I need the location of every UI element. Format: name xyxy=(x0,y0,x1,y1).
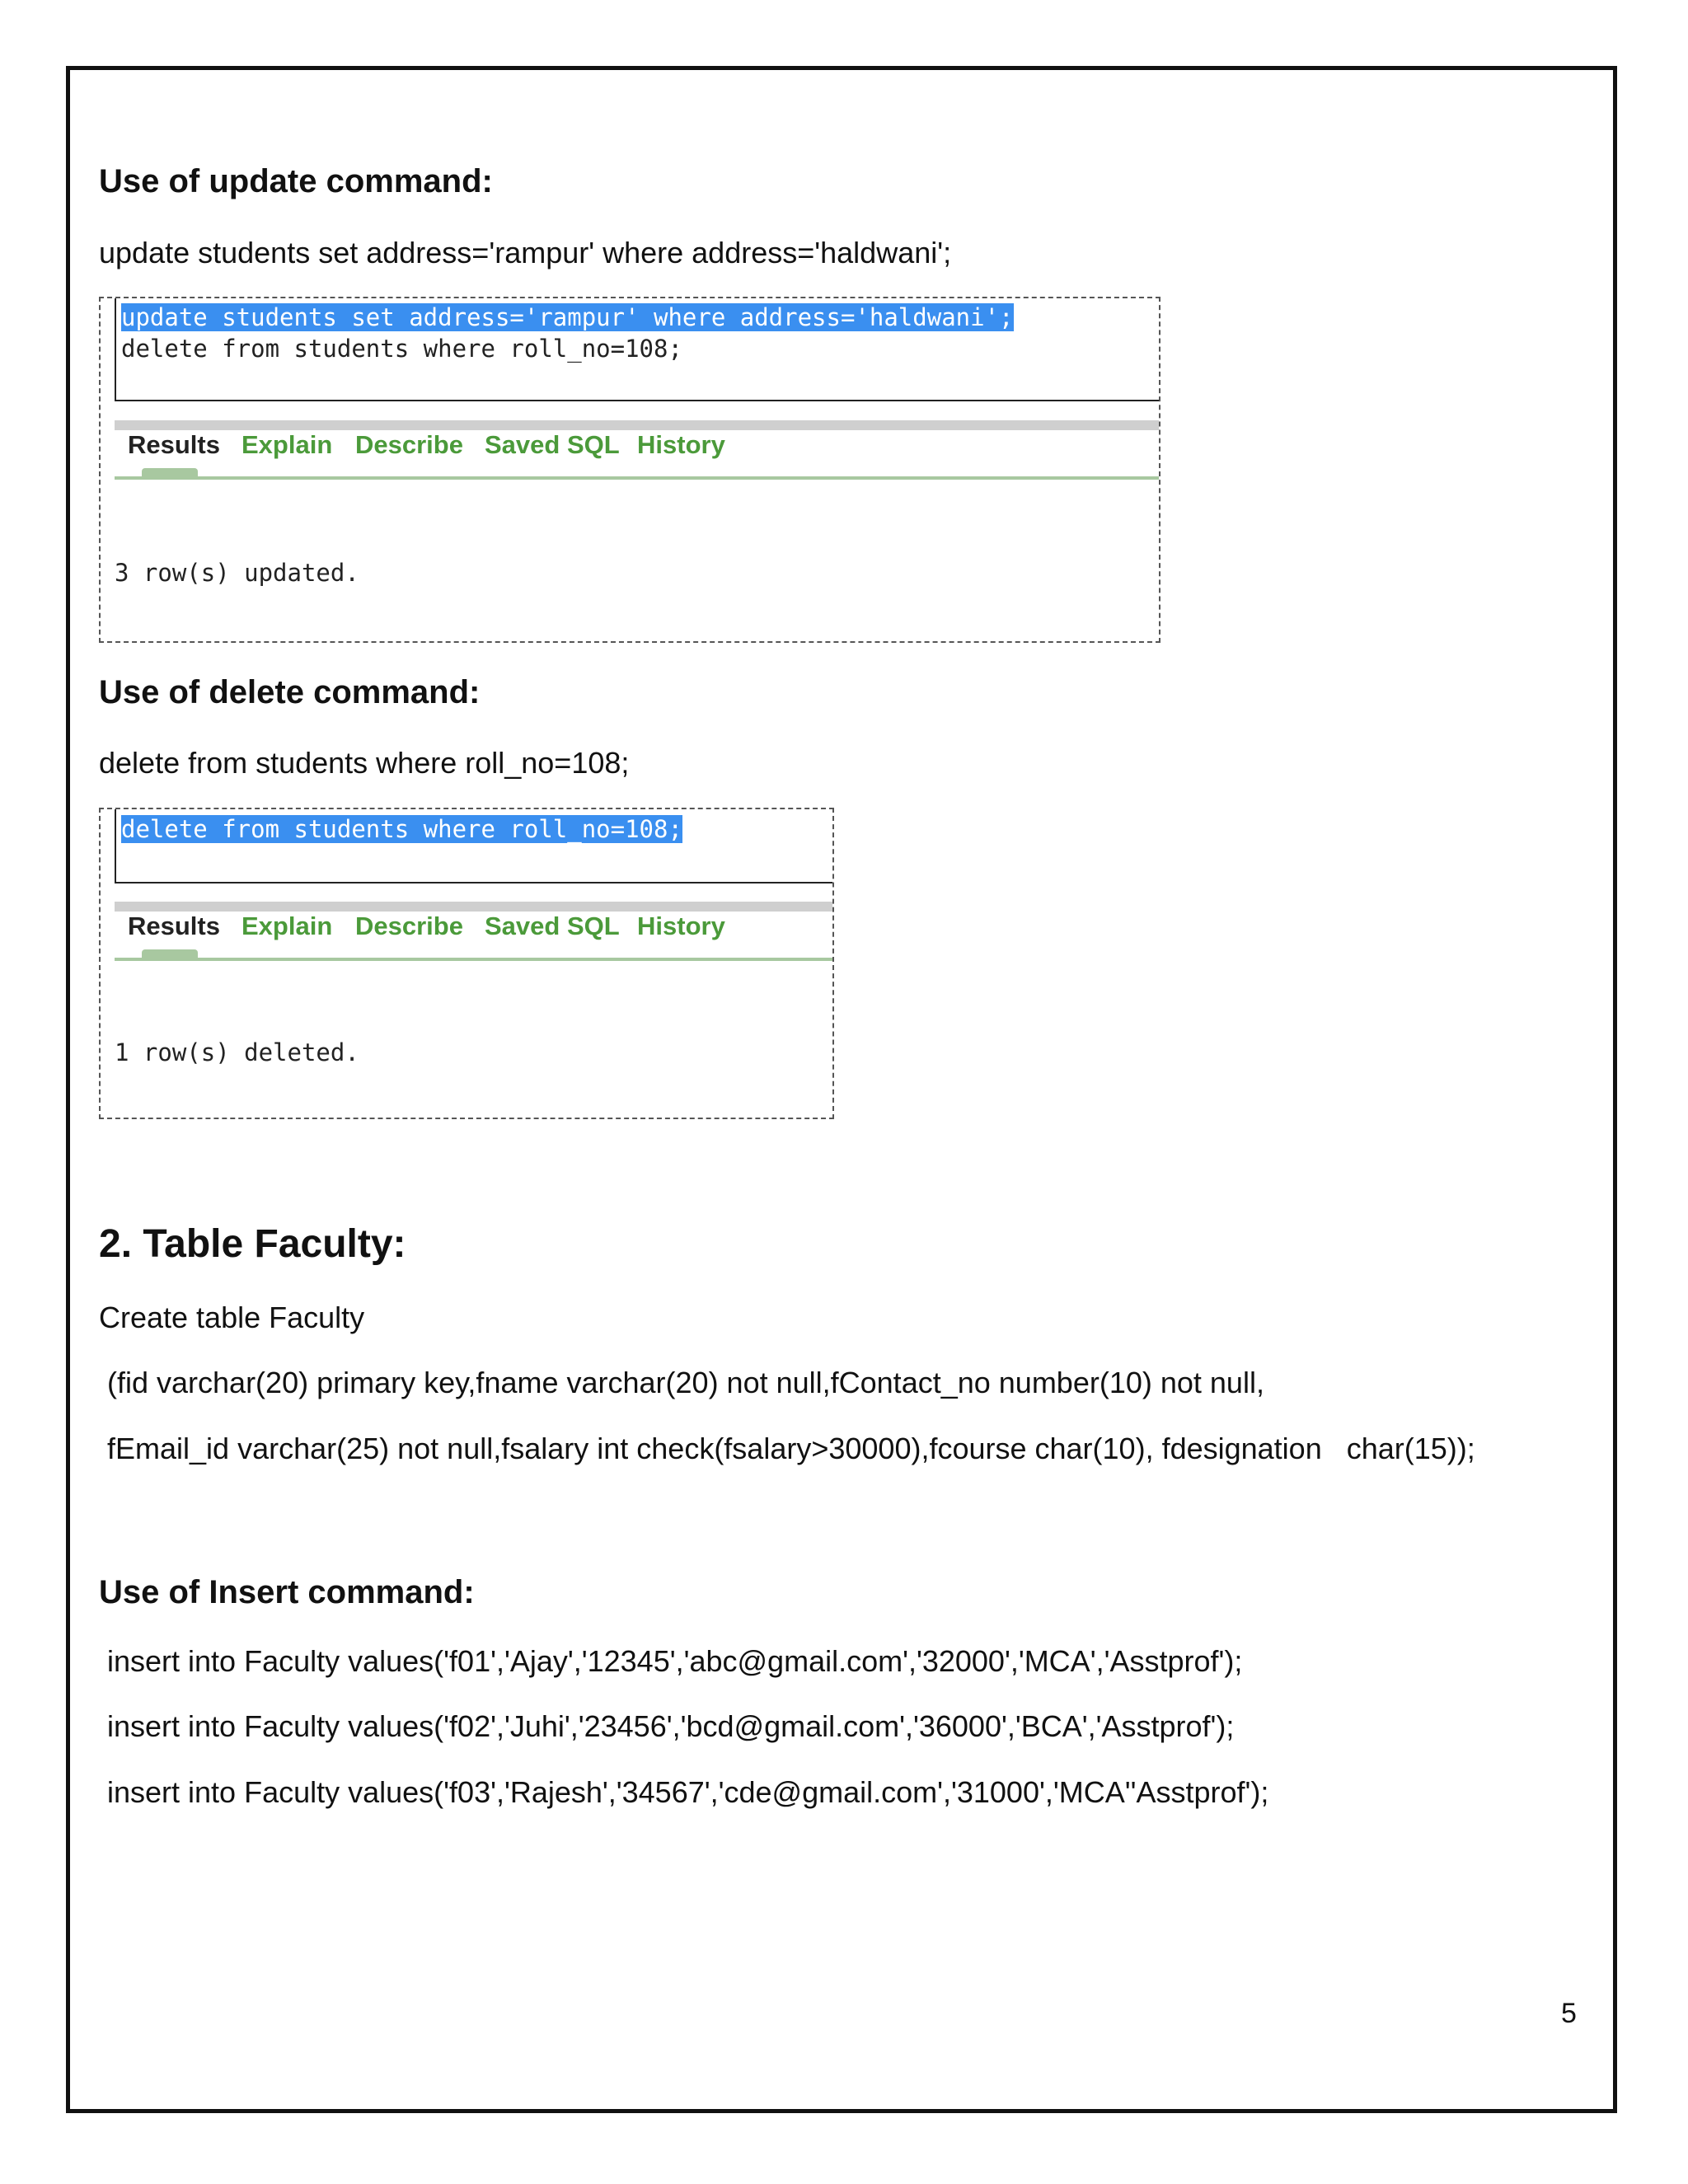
tab-history[interactable]: History xyxy=(637,912,725,940)
tab-underline xyxy=(115,476,1159,480)
update-heading: Use of update command: xyxy=(99,163,493,199)
update-screenshot xyxy=(99,297,1160,643)
faculty-create-line: Create table Faculty xyxy=(99,1301,365,1334)
tab-results[interactable]: Results xyxy=(128,912,220,940)
sql-editor[interactable] xyxy=(115,809,832,883)
editor-line: delete from students where roll_no=108; xyxy=(121,335,682,363)
insert-line: insert into Faculty values('f03','Rajesh','34567','cde@gmail.com','31000','MCA''Asstprof'); xyxy=(99,1775,1269,1809)
active-tab-indicator xyxy=(142,949,198,958)
faculty-create-line: fEmail_id varchar(25) not null,fsalary int check(fsalary>30000),fcourse char(10), fdesignation char(15)); xyxy=(99,1432,1475,1465)
editor-line-selected: delete from students where roll_no=108; xyxy=(121,815,682,843)
tab-saved-sql[interactable]: Saved SQL xyxy=(485,912,620,940)
tab-describe[interactable]: Describe xyxy=(355,430,463,459)
delete-screenshot xyxy=(99,808,834,1119)
tab-bar-top xyxy=(115,902,832,912)
faculty-heading: 2. Table Faculty: xyxy=(99,1222,406,1266)
active-tab-indicator xyxy=(142,468,198,476)
sql-editor[interactable] xyxy=(115,298,1159,401)
insert-line: insert into Faculty values('f01','Ajay','12345','abc@gmail.com','32000','MCA','Asstprof'); xyxy=(99,1644,1243,1678)
delete-heading: Use of delete command: xyxy=(99,674,481,710)
tab-describe[interactable]: Describe xyxy=(355,912,463,940)
insert-line: insert into Faculty values('f02','Juhi','23456','bcd@gmail.com','36000','BCA','Asstprof'); xyxy=(99,1709,1235,1743)
delete-sql-text: delete from students where roll_no=108; xyxy=(99,746,630,780)
tab-explain[interactable]: Explain xyxy=(241,430,333,459)
tab-results[interactable]: Results xyxy=(128,430,220,459)
tab-saved-sql[interactable]: Saved SQL xyxy=(485,430,620,459)
update-sql-text: update students set address='rampur' where address='haldwani'; xyxy=(99,236,952,269)
page-number: 5 xyxy=(1561,1998,1577,2029)
tab-explain[interactable]: Explain xyxy=(241,912,333,940)
editor-line-selected: update students set address='rampur' where address='haldwani'; xyxy=(121,303,1014,331)
update-result-text: 3 row(s) updated. xyxy=(115,559,359,587)
tab-bar-top xyxy=(115,420,1159,430)
delete-result-text: 1 row(s) deleted. xyxy=(115,1038,359,1066)
faculty-create-line: (fid varchar(20) primary key,fname varchar(20) not null,fContact_no number(10) not null, xyxy=(99,1366,1264,1399)
tab-history[interactable]: History xyxy=(637,430,725,459)
insert-heading: Use of Insert command: xyxy=(99,1574,475,1610)
tab-underline xyxy=(115,958,832,961)
